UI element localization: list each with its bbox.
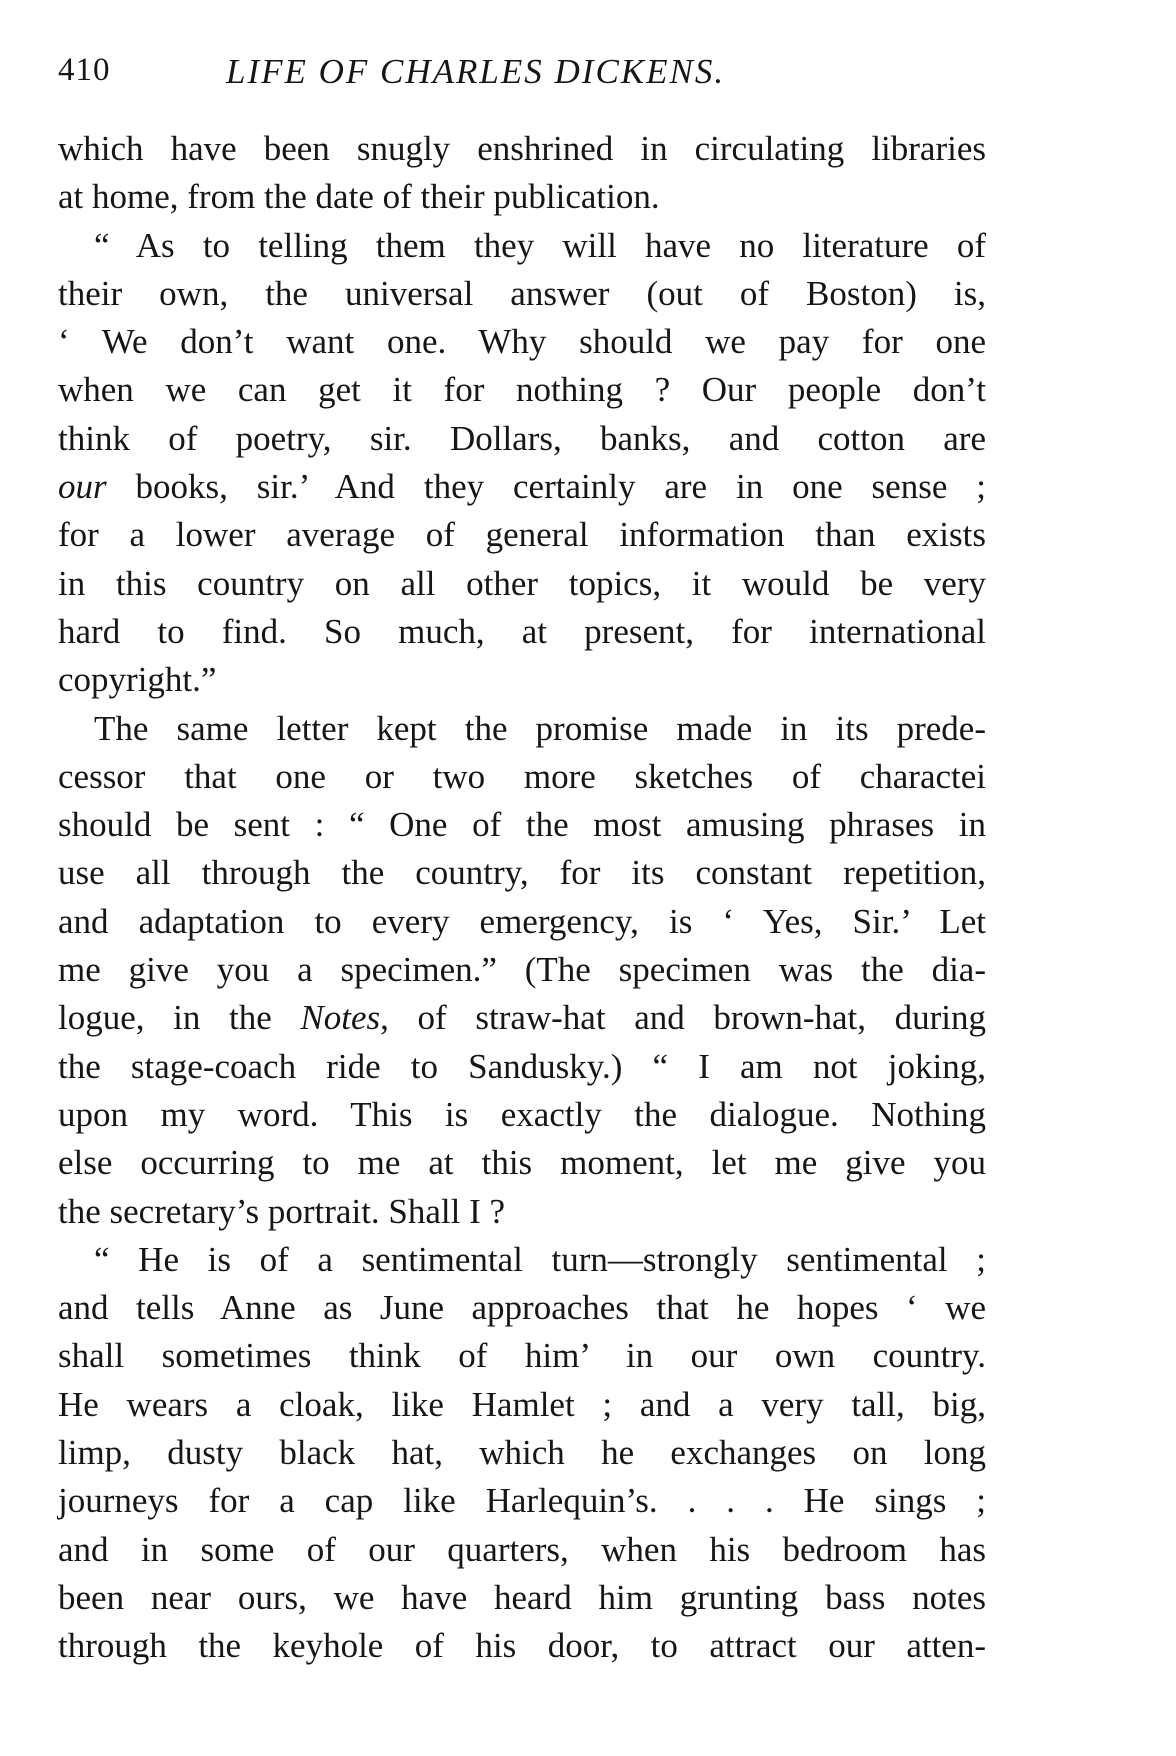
text-line: the secretary’s portrait. Shall I ? (58, 1191, 506, 1231)
text-line: hard to find. So much, at present, for international (58, 611, 986, 651)
text-line: their own, the universal answer (out of Boston) is, (58, 273, 986, 313)
text-line: when we can get it for nothing ? Our people don’t (58, 370, 986, 410)
text-line: which have been snugly enshrined in circulating libraries (58, 129, 986, 168)
running-head (58, 52, 988, 102)
text-line: should be sent : “ One of the most amusing phrases in (58, 805, 986, 845)
text-line: journeys for a cap like Harlequin’s. . . . He sings ; (58, 1481, 986, 1521)
text-line: He wears a cloak, like Hamlet ; and a very tall, big, (58, 1384, 986, 1424)
text-line: and adaptation to every emergency, is ‘ Yes, Sir.’ Let (58, 901, 986, 941)
text-line: the stage-coach ride to Sandusky.) “ I am not joking, (58, 1046, 986, 1086)
text-line: The same letter kept the promise made in its prede- (94, 708, 986, 748)
text-line: “ He is of a sentimental turn—strongly sentimental ; (94, 1239, 986, 1279)
text-line: at home, from the date of their publication. (58, 177, 660, 217)
page-number: 410 (58, 52, 111, 88)
text-line: and tells Anne as June approaches that he hopes ‘ we (58, 1288, 986, 1328)
text-line: “ As to telling them they will have no literature of (94, 225, 986, 265)
text-line: for a lower average of general information than exists (58, 515, 986, 555)
text-line: ‘ We don’t want one. Why should we pay for one (58, 322, 986, 362)
text-line: cessor that one or two more sketches of charactei (58, 756, 986, 796)
text-line: limp, dusty black hat, which he exchanges on long (58, 1433, 986, 1473)
text-segment: books, sir.’ And they certainly are in one sense ; (106, 467, 986, 507)
italic-title-notes: Notes (300, 998, 381, 1038)
text-line (58, 994, 986, 1042)
text-line: and in some of our quarters, when his bedroom has (58, 1529, 986, 1569)
text-line: been near ours, we have heard him grunting bass notes (58, 1577, 986, 1617)
running-title: LIFE OF CHARLES DICKENS. (226, 52, 726, 91)
text-line: copyright.” (58, 660, 217, 700)
body-text (58, 125, 986, 1671)
text-segment: logue, in the (58, 998, 301, 1038)
text-line: me give you a specimen.” (The specimen was the dia- (58, 950, 986, 990)
text-segment: , of straw-hat and brown-hat, during (380, 998, 986, 1038)
text-line (58, 463, 986, 511)
text-line: upon my word. This is exactly the dialogue. Nothing (58, 1094, 986, 1134)
text-line: use all through the country, for its constant repetition, (58, 853, 986, 893)
text-line: shall sometimes think of him’ in our own country. (58, 1336, 986, 1376)
text-line: through the keyhole of his door, to attract our atten- (58, 1626, 986, 1666)
italic-word-our: our (58, 467, 107, 507)
text-line: else occurring to me at this moment, let me give you (58, 1143, 986, 1183)
text-line: in this country on all other topics, it would be very (58, 563, 986, 603)
text-line: think of poetry, sir. Dollars, banks, and cotton are (58, 418, 986, 458)
